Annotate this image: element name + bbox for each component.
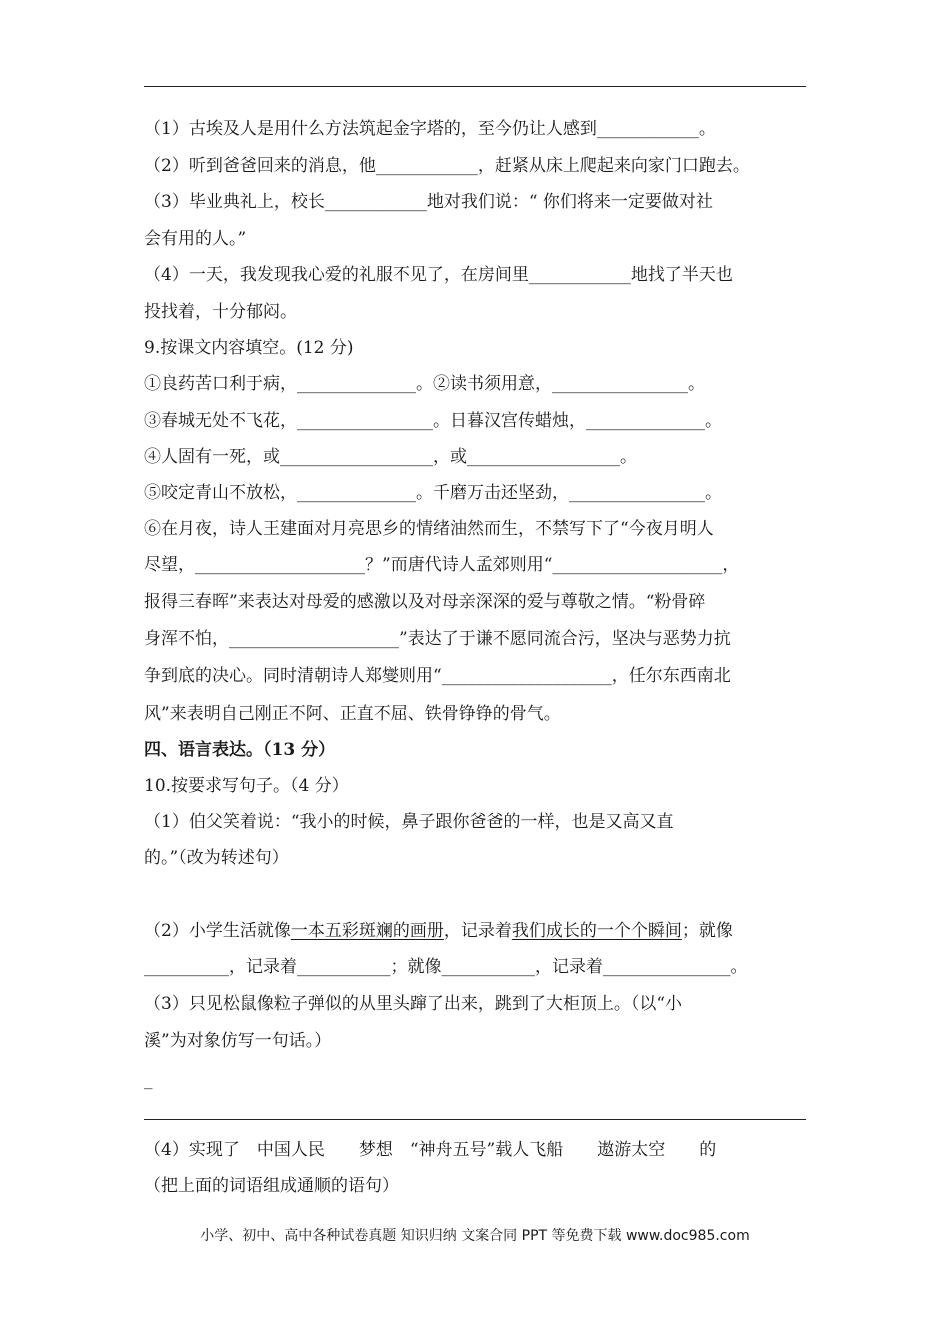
q8-item-3: （3）毕业典礼上，校长____________地对我们说：“ 你们将来一定要做对社 <box>144 192 713 212</box>
q9-heading: 9.按课文内容填空。(12 分) <box>144 338 354 358</box>
q10-item-4-instruction: （把上面的词语组成通顺的语句） <box>144 1176 399 1196</box>
q10-item-1: （1）伯父笑着说：“我小的时候，鼻子跟你爸爸的一样，也是又高又直 <box>144 812 674 832</box>
q9-item-4: ④人固有一死，或__________________，或__________________。 <box>144 447 637 467</box>
q10-heading: 10.按要求写句子。（4 分） <box>144 776 349 796</box>
q10-item-2-text-e: ；就像 <box>681 921 733 941</box>
q9-item-6-line2: 尽望，____________________？”而唐代诗人孟郊则用“____________________， <box>144 555 740 575</box>
top-rule <box>144 86 806 87</box>
q10-item-2-text-c: ，记录着 <box>443 921 512 941</box>
q10-item-2-underlined-a: 一本五彩斑斓的画册 <box>290 921 444 941</box>
q10-item-3-cont: 溪”为对象仿写一句话。） <box>144 1031 332 1051</box>
q10-item-2-underlined-b: 我们成长的一个个瞬间 <box>511 921 682 941</box>
q8-item-2: （2）听到爸爸回来的消息，他____________，赶紧从床上爬起来向家门口跑去。 <box>144 156 750 176</box>
answer-rule <box>144 1119 806 1120</box>
q8-item-3-cont: 会有用的人。” <box>144 229 247 249</box>
q9-item-6-line5: 争到底的决心。同时清朝诗人郑燮则用“____________________，任尔东西南北 <box>144 666 731 686</box>
q10-item-2-text-a: （2）小学生活就像 <box>144 921 291 941</box>
q8-item-4: （4）一天，我发现我心爱的礼服不见了，在房间里____________地找了半天也 <box>144 265 733 285</box>
q9-item-6-line3: 报得三春晖”来表达对母爱的感激以及对母亲深深的爱与尊敬之情。“粉骨碎 <box>144 592 706 612</box>
q9-item-6-line6: 风”来表明自己刚正不阿、正直不屈、铁骨铮铮的骨气。 <box>144 704 561 724</box>
q9-item-5: ⑤咬定青山不放松，______________。千磨万击还坚劲，________________。 <box>144 483 722 503</box>
q9-item-3: ③春城无处不飞花，________________。日暮汉宫传蜡烛，______________。 <box>144 411 722 431</box>
q10-item-2 <box>144 919 733 943</box>
q9-item-6-line4: 身浑不怕，____________________”表达了于谦不愿同流合污，坚决与恶势力抗 <box>144 629 731 649</box>
q10-item-2-blanks: __________，记录着___________；就像___________，记录着_______________。 <box>144 957 748 977</box>
q9-item-1: ①良药苦口利于病，______________。②读书须用意，________________。 <box>144 374 705 394</box>
page-footer: 小学、初中、高中各种试卷真题 知识归纳 文案合同 PPT 等免费下载 www.doc985.com <box>200 1228 750 1244</box>
section-four-heading: 四、语言表达。（13 分） <box>144 740 336 760</box>
q10-item-4: （4）实现了 中国人民 梦想 “神舟五号”载人飞船 遨游太空 的 <box>144 1140 717 1160</box>
q10-item-3-answer-stub: _ <box>144 1070 153 1090</box>
q8-item-4-cont: 投找着，十分郁闷。 <box>144 302 297 322</box>
q9-item-6: ⑥在月夜，诗人王建面对月亮思乡的情绪油然而生，不禁写下了“今夜月明人 <box>144 519 714 539</box>
q10-item-3: （3）只见松鼠像粒子弹似的从里头蹿了出来，跳到了大柜顶上。（以“小 <box>144 994 683 1014</box>
q8-item-1: （1）古埃及人是用什么方法筑起金字塔的，至今仍让人感到____________。 <box>144 119 716 139</box>
q10-item-1-cont: 的。”（改为转述句） <box>144 848 289 868</box>
